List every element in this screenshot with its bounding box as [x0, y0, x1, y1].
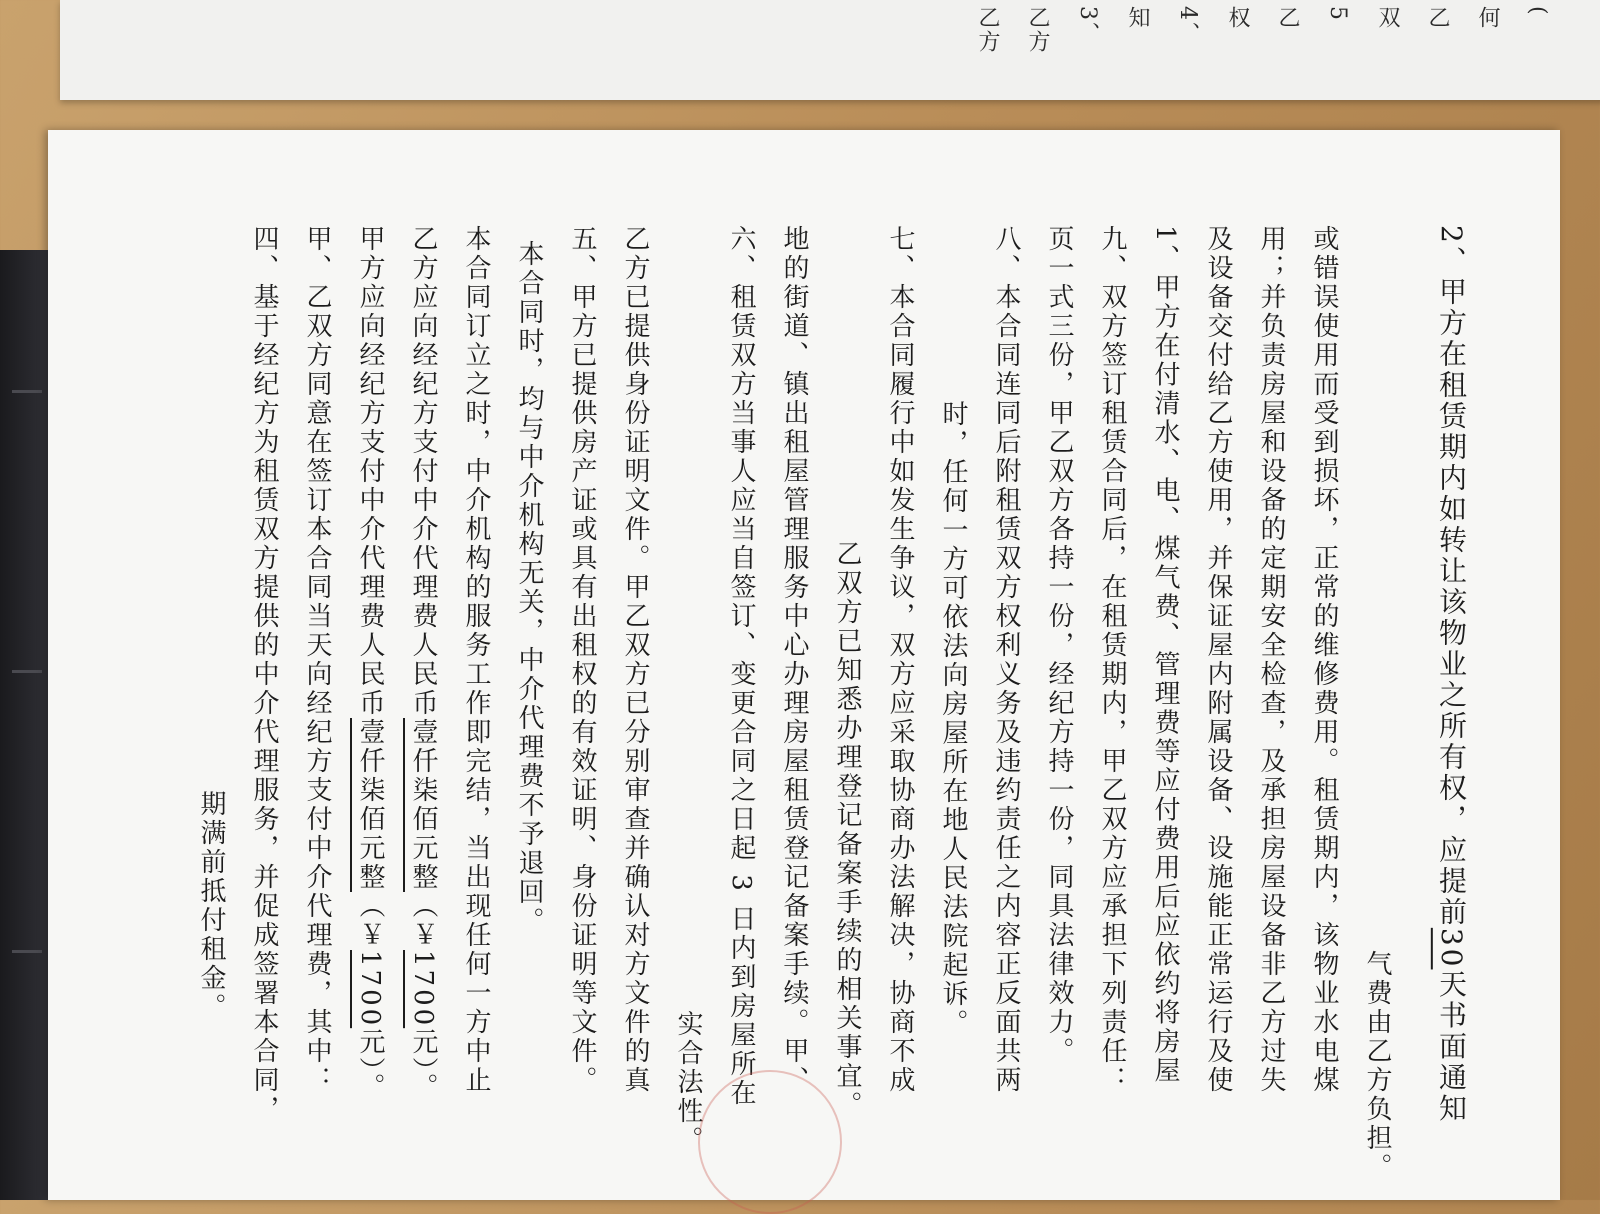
desk-ridge: [12, 950, 42, 953]
background-column: 何: [1475, 6, 1500, 30]
text-line: 本合同时，均与中介机构无关，中介代理费不予退回。: [514, 240, 544, 936]
desk-ridge: [12, 670, 42, 673]
background-column: 权: [1225, 6, 1250, 30]
background-column: 乙: [1425, 6, 1450, 30]
text-line: 气费由乙方负担。: [1362, 950, 1392, 1182]
background-sheet-text: [970, 0, 1600, 100]
contract-text: [48, 130, 1560, 1200]
background-sheet: [60, 0, 1600, 100]
text-line: 地的街道、镇出租屋管理服务中心办理房屋租赁登记备案手续。甲、: [779, 225, 809, 1095]
background-column: (: [1525, 6, 1550, 17]
contract-page: [48, 130, 1560, 1200]
text-line: [410, 225, 436, 1102]
amount-number: 1700: [355, 950, 385, 1029]
text-line: 用；并负责房屋和设备的定期安全检查，及承担房屋设备非乙方过失: [1256, 225, 1286, 1095]
amount-number: 1700: [408, 950, 438, 1029]
background-column: 4、: [1175, 6, 1200, 46]
text-line: 实合法性。: [673, 1010, 703, 1155]
background-column: 5: [1325, 6, 1350, 22]
text-line: 时，任何一方可依法向房屋所在地人民法院起诉。: [938, 400, 968, 1038]
text-line: [357, 225, 383, 1102]
text-line: 五、甲方已提供房产证或具有出租权的有效证明、身份证明等文件。: [567, 225, 597, 1095]
background-column: 乙方: [975, 6, 1000, 54]
text-line: 期满前抵付租金。: [196, 790, 226, 1022]
text-segment: 元）。: [408, 1028, 438, 1103]
text-line: 1、甲方在付清水、电、煤气费、管理费等应付费用后应依约将房屋: [1150, 225, 1180, 1086]
text-segment: （￥: [355, 892, 385, 950]
text-segment: 乙方应向经纪方支付中介代理费人民币: [408, 225, 438, 718]
background-column: 乙: [1275, 6, 1300, 30]
red-seal-stamp: [698, 1070, 842, 1214]
notice-days: 30: [1435, 927, 1468, 970]
desk-ridge: [12, 390, 42, 393]
text-segment: 天书面通知: [1435, 969, 1468, 1125]
text-segment: 甲方应向经纪方支付中介代理费人民币: [355, 225, 385, 718]
text-line: 本合同订立之时，中介机构的服务工作即完结，当出现任何一方中止: [461, 225, 491, 1095]
text-segment: 元）。: [355, 1028, 385, 1103]
text-line: 九、双方签订租赁合同后，在租赁期内，甲乙双方应承担下列责任：: [1097, 225, 1127, 1095]
text-line: 页一式三份，甲乙双方各持一份，经纪方持一份，同具法律效力。: [1044, 225, 1074, 1066]
desk-object: [0, 250, 55, 1200]
background-column: 3、: [1075, 6, 1100, 46]
amount-chinese: 壹仟柒佰元整: [355, 718, 385, 892]
text-segment: 2、甲方在租赁期内如转让该物业之所有权，应提前: [1435, 225, 1468, 928]
background-column: 乙方: [1025, 6, 1050, 54]
text-line: 乙双方已知悉办理登记备案手续的相关事宜。: [832, 540, 862, 1120]
text-line: [1435, 225, 1468, 1125]
text-line: 八、本合同连同后附租赁双方权利义务及违约责任之内容正反面共两: [991, 225, 1021, 1095]
background-column: 知: [1125, 6, 1150, 30]
text-line: 甲、乙双方同意在签订本合同当天向经纪方支付中介代理费，其中：: [302, 225, 332, 1095]
amount-chinese: 壹仟柒佰元整: [408, 718, 438, 892]
text-segment: （￥: [408, 892, 438, 950]
text-line: 及设备交付给乙方使用，并保证屋内附属设备、设施能正常运行及使: [1203, 225, 1233, 1095]
text-line: 或错误使用而受到损坏，正常的维修费用。租赁期内，该物业水电煤: [1309, 225, 1339, 1095]
background-column: 双: [1375, 6, 1400, 30]
text-line: 六、租赁双方当事人应当自签订、变更合同之日起 3 日内到房屋所在: [726, 225, 756, 1109]
text-line: 乙方已提供身份证明文件。甲乙双方已分别审查并确认对方文件的真: [620, 225, 650, 1095]
text-line: 七、本合同履行中如发生争议，双方应采取协商办法解决，协商不成: [885, 225, 915, 1095]
text-line: 四、基于经纪方为租赁双方提供的中介代理服务，并促成签署本合同，: [249, 225, 279, 1124]
